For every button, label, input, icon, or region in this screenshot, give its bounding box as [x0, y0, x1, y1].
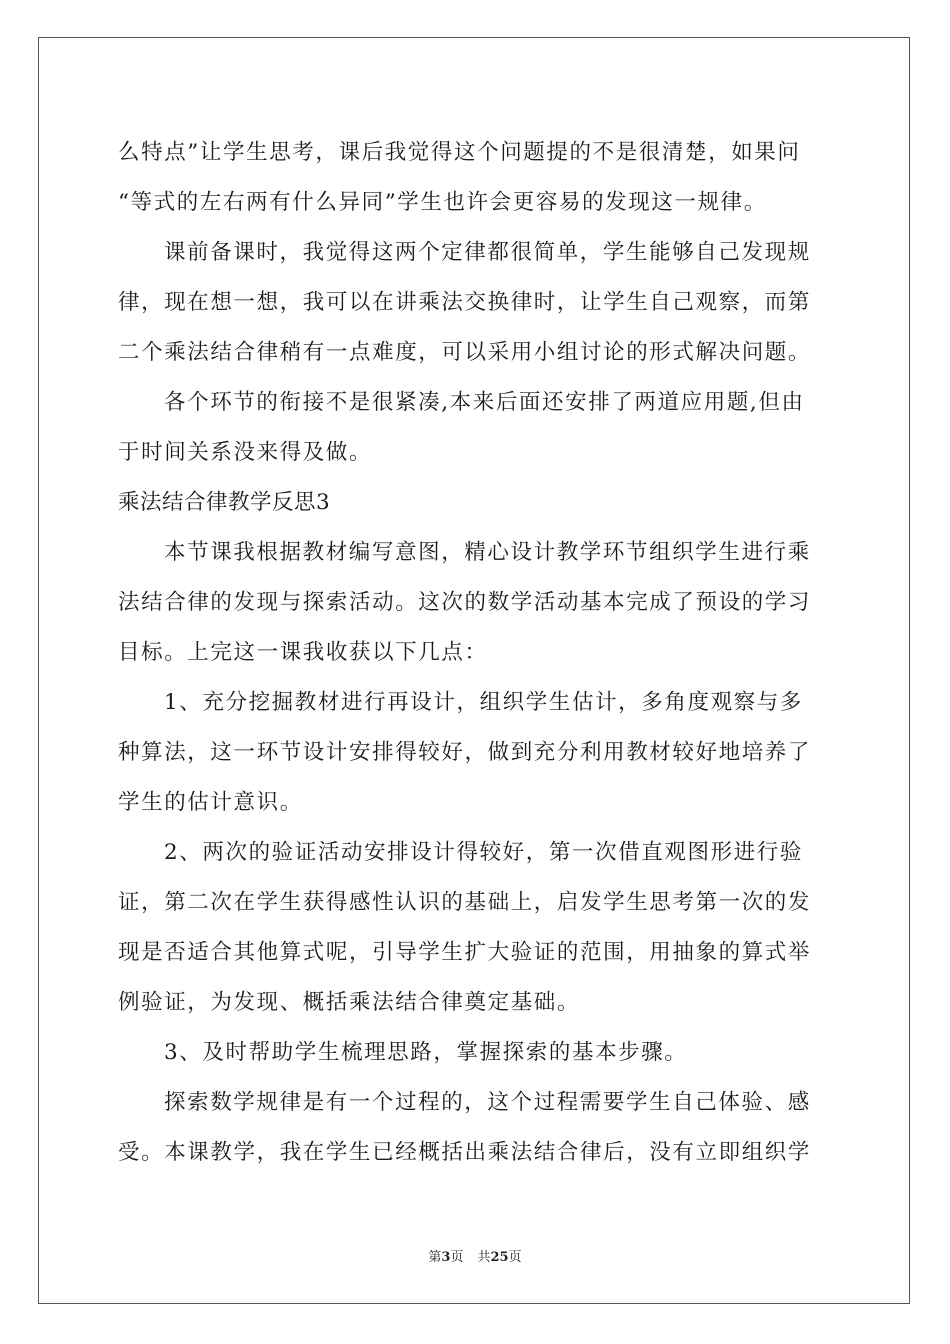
text-line: 探索数学规律是有一个过程的，这个过程需要学生自己体验、感 — [164, 1090, 811, 1115]
text-line: 2、两次的验证活动安排设计得较好，第一次借直观图形进行验 — [164, 840, 803, 865]
page-prefix: 第 — [428, 1250, 442, 1265]
document-body — [118, 128, 834, 1178]
text-line: 受。本课教学，我在学生已经概括出乘法结合律后，没有立即组织学 — [118, 1140, 812, 1165]
text-line: 证，第二次在学生获得感性认识的基础上，启发学生思考第一次的发 — [118, 890, 812, 915]
total-prefix: 共 — [477, 1250, 491, 1265]
page-footer — [0, 1246, 950, 1265]
text-line: “等式的左右两有什么异同”学生也许会更容易的发现这一规律。 — [118, 190, 767, 215]
text-line: 1、充分挖掘教材进行再设计，组织学生估计，多角度观察与多 — [164, 690, 803, 715]
text-line: 例验证，为发现、概括乘法结合律奠定基础。 — [118, 990, 581, 1015]
text-line: 么特点”让学生思考，课后我觉得这个问题提的不是很清楚，如果问 — [118, 140, 801, 165]
text-line: 各个环节的衔接不是很紧凑,本来后面还安排了两道应用题,但由 — [164, 390, 805, 415]
page-suffix: 页 — [450, 1250, 464, 1265]
text-line: 目标。上完这一课我收获以下几点： — [118, 640, 488, 665]
text-line: 学生的估计意识。 — [118, 790, 303, 815]
text-line: 3、及时帮助学生梳理思路，掌握探索的基本步骤。 — [164, 1040, 688, 1065]
total-suffix: 页 — [508, 1250, 522, 1265]
section-heading: 乘法结合律教学反思3 — [118, 490, 331, 515]
total-pages: 25 — [490, 1250, 509, 1265]
text-line: 二个乘法结合律稍有一点难度，可以采用小组讨论的形式解决问题。 — [118, 340, 812, 365]
text-line: 课前备课时，我觉得这两个定律都很简单，学生能够自己发现规 — [164, 240, 811, 265]
page-number: 3 — [441, 1250, 451, 1265]
text-line: 律，现在想一想，我可以在讲乘法交换律时，让学生自己观察，而第 — [118, 290, 812, 315]
text-line: 本节课我根据教材编写意图，精心设计教学环节组织学生进行乘 — [164, 540, 811, 565]
text-line: 法结合律的发现与探索活动。这次的数学活动基本完成了预设的学习 — [118, 590, 812, 615]
text-line: 现是否适合其他算式呢，引导学生扩大验证的范围，用抽象的算式举 — [118, 940, 812, 965]
text-line: 种算法，这一环节设计安排得较好，做到充分利用教材较好地培养了 — [118, 740, 812, 765]
text-line: 于时间关系没来得及做。 — [118, 440, 373, 465]
